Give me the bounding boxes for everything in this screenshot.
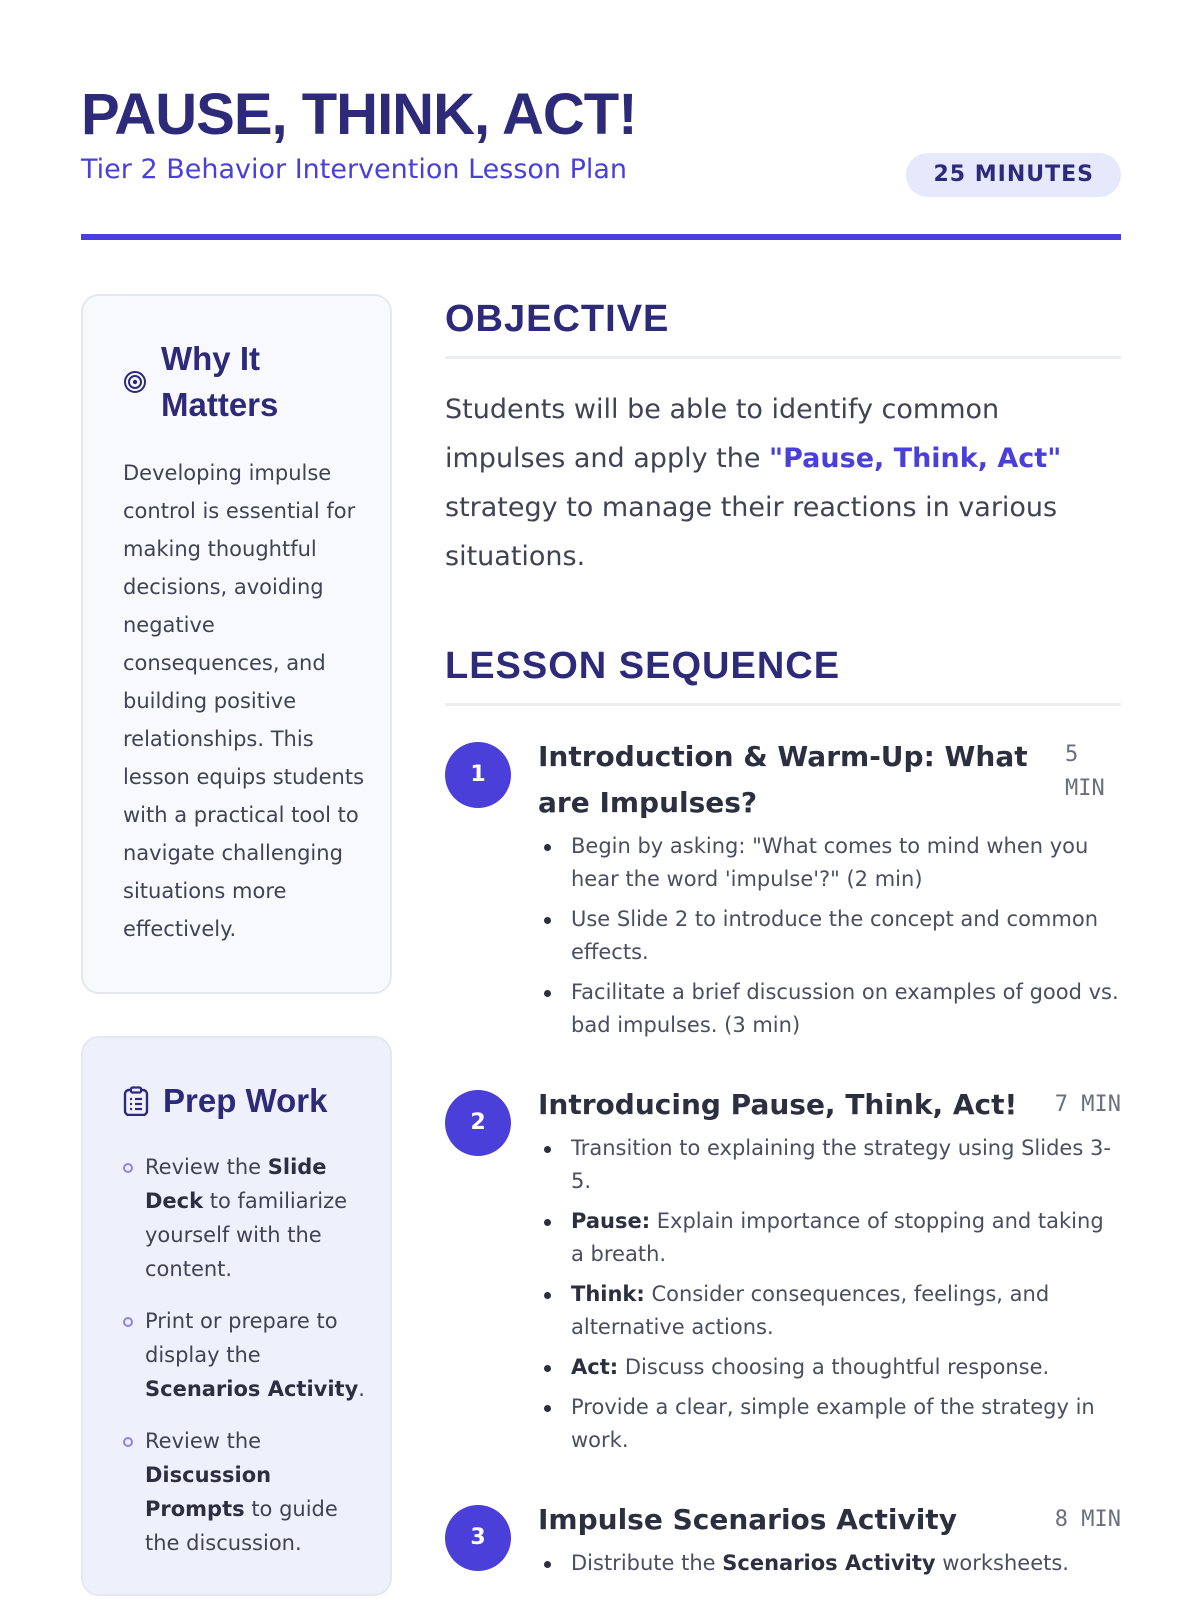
header-divider <box>81 234 1121 240</box>
step-bullet: Provide a clear, simple example of the strategy in work. <box>538 1391 1121 1457</box>
why-card-header <box>123 336 366 428</box>
why-card-text: Developing impulse control is essential for making thoughtful decisions, avoiding negative consequences, and building positive relationships. This lesson equips students with a practical tool to navigate challenging situations more effectively. <box>123 461 365 941</box>
prep-card-header <box>123 1078 366 1124</box>
step-number-badge: 2 <box>445 1090 511 1156</box>
step-title: Impulse Scenarios Activity <box>538 1503 957 1536</box>
why-card-title: Why It Matters <box>161 340 279 423</box>
step-bullet: Think: Consider consequences, feelings, and alternative actions. <box>538 1278 1121 1344</box>
page-subtitle: Tier 2 Behavior Intervention Lesson Plan <box>81 154 628 185</box>
step-bullets <box>538 1547 1121 1580</box>
lesson-sequence-heading: LESSON SEQUENCE <box>445 641 1121 706</box>
step-duration: 7 MIN <box>1054 1092 1121 1117</box>
step-bullet: Act: Discuss choosing a thoughtful response. <box>538 1351 1121 1384</box>
step-title: Introducing Pause, Think, Act! <box>538 1088 1018 1121</box>
main-content <box>445 294 1121 1587</box>
step-duration: 8 MIN <box>1054 1507 1121 1532</box>
clipboard-icon <box>123 1086 149 1116</box>
strategy-highlight: "Pause, Think, Act" <box>769 443 1062 474</box>
step-bullet: Distribute the Scenarios Activity worksheets. <box>538 1547 1121 1580</box>
prep-item: Print or prepare to display the Scenarios Activity. <box>123 1304 366 1406</box>
step-bullet: Use Slide 2 to introduce the concept and common effects. <box>538 903 1121 969</box>
step-bullet: Facilitate a brief discussion on examples of good vs. bad impulses. (3 min) <box>538 976 1121 1042</box>
step-number-badge: 1 <box>445 742 511 808</box>
prep-list <box>123 1150 366 1560</box>
step-number-badge: 3 <box>445 1505 511 1571</box>
sidebar <box>81 294 392 1600</box>
step-bullet: Begin by asking: "What comes to mind when you hear the word 'impulse'?" (2 min) <box>538 830 1121 896</box>
step-title: Introduction & Warm-Up: What are Impulses? <box>538 740 1028 819</box>
step-bullet: Pause: Explain importance of stopping and taking a breath. <box>538 1205 1121 1271</box>
duration-badge: 25 MINUTES <box>906 153 1121 197</box>
lesson-plan-page <box>81 0 1121 1600</box>
prep-card-title: Prep Work <box>163 1082 328 1119</box>
lesson-step <box>445 1497 1121 1580</box>
lesson-step <box>445 1082 1121 1457</box>
objective-heading: OBJECTIVE <box>445 294 1121 359</box>
step-bullets <box>538 1132 1121 1457</box>
target-icon <box>123 370 147 394</box>
step-bullets <box>538 830 1121 1042</box>
objective-text: Students will be able to identify common impulses and apply the "Pause, Think, Act" strategy to manage their reactions in various situations. <box>445 394 1062 572</box>
step-bullet: Transition to explaining the strategy using Slides 3-5. <box>538 1132 1121 1198</box>
why-it-matters-card <box>81 294 392 994</box>
prep-item: Review the Slide Deck to familiarize yourself with the content. <box>123 1150 366 1286</box>
page-title: PAUSE, THINK, ACT! <box>81 82 637 147</box>
lesson-step <box>445 734 1121 1042</box>
step-duration: 5 MIN <box>1065 742 1105 801</box>
prep-work-card <box>81 1036 392 1596</box>
prep-item: Review the Discussion Prompts to guide the discussion. <box>123 1424 366 1560</box>
